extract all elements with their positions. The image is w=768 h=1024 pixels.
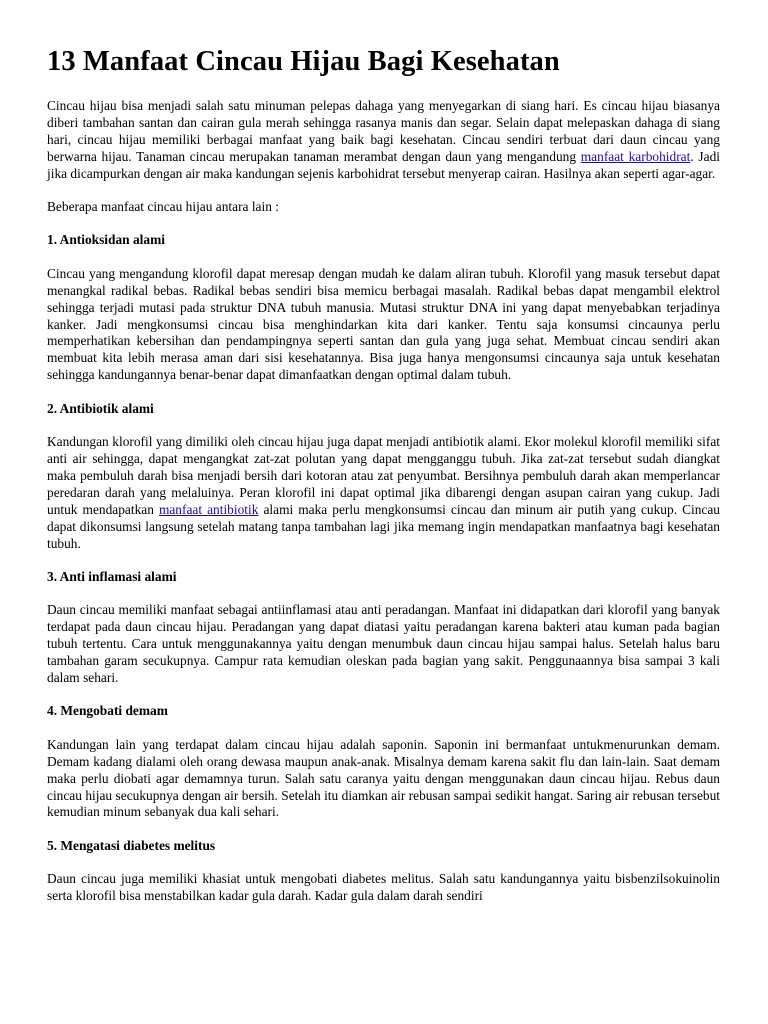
intro-text-before-link: Cincau hijau bisa menjadi salah satu minuman pelepas dahaga yang menyegarkan di siang hari. Es cincau hijau biasanya diberi tambahan santan dan cairan gula merah sehingga rasanya manis dan segar. Selain dapat melepaskan dahaga di siang hari, cincau hijau memiliki berbagai manfaat yang baik bagi kesehatan. Cincau sendiri terbuat dari daun cincau yang berwarna hijau. Tanaman cincau merupakan tanaman merambat dengan daun yang mengandung [47, 98, 720, 164]
section-heading-diabetes: 5. Mengatasi diabetes melitus [47, 837, 216, 853]
lead-in-paragraph: Beberapa manfaat cincau hijau antara lain : [47, 199, 279, 215]
antibiotik-text-after-link: alami maka perlu mengkonsumsi cincau dan minum air putih yang cukup. Cincau dapat dikonsumsi langsung setelah matang tanpa tambahan lagi jika memang ingin mendapatkan manfaatnya bagi kesehatan tubuh. [47, 501, 721, 551]
carbohydrate-benefit-link[interactable]: manfaat karbohidrat [580, 148, 691, 164]
section-body-anti-inflamasi: Daun cincau memiliki manfaat sebagai antiinflamasi atau anti peradangan. Manfaat ini didapatkan dari klorofil yang banyak terdapat pada daun cincau hijau. Peradangan yang dapat diatasi yaitu peradangan karena bakteri atau kuman pada bagian tubuh tertentu. Cara untuk menggunakannya yaitu dengan menumbuk daun cincau hijau sampai halus. Setelah halus baru tambahan garam secukupnya. Campur rata kemudian oleskan pada bagian yang sakit. Penggunaannya bisa sampai 3 kali dalam sehari. [47, 602, 720, 685]
intro-text-after-link: . Jadi jika dicampurkan dengan air maka kandungan sejenis karbohidrat tersebut menyerap cairan. Hasilnya akan seperti agar-agar. [47, 148, 720, 181]
section-body-diabetes: Daun cincau juga memiliki khasiat untuk mengobati diabetes melitus. Salah satu kandungannya yaitu bisbenzilsokuinolin serta klorofil bisa menstabilkan kadar gula darah. Kadar gula dalam darah sendiri [47, 871, 720, 904]
section-body-demam: Kandungan lain yang terdapat dalam cincau hijau adalah saponin. Saponin ini bermanfaat untukmenurunkan demam. Demam kadang dialami oleh orang dewasa maupun anak-anak. Misalnya demam karena sakit flu dan lain-lain. Saat demam maka perlu diobati agar demamnya turun. Salah satu caranya yaitu dengan menggunakan daun cincau hijau. Rebus daun cincau hijau secukupnya dengan air bersih. Setelah itu diamkan air rebusan sampai sedikit hangat. Saring air rebusan tersebut kemudian minum sebanyak dua kali sehari. [47, 736, 720, 820]
page-title: 13 Manfaat Cincau Hijau Bagi Kesehatan [47, 46, 560, 77]
antibiotik-text-before-link: Kandungan klorofil yang dimiliki oleh cincau hijau juga dapat menjadi antibiotik alami. Ekor molekul klorofil memiliki sifat anti air sehingga, dapat mengangkat zat-zat polutan yang dapat mengganggu tubuh. Jika zat-zat tersebut sudah diangkat maka pembuluh darah bisa menjadi bersih dari kotoran atau zat penyumbat. Bersihnya pembuluh darah akan memperlancar peredaran darah yang melaluinya. Peran klorofil ini dapat optimal jika dibarengi dengan asupan cairan yang cukup. Jadi untuk mendapatkan [47, 434, 720, 517]
intro-paragraph [47, 98, 720, 183]
section-heading-demam: 4. Mengobati demam [47, 703, 168, 719]
section-heading-antioksidan: 1. Antioksidan alami [47, 232, 165, 248]
section-heading-antibiotik: 2. Antibiotik alami [47, 400, 154, 416]
section-body-antibiotik [47, 434, 720, 552]
section-body-antioksidan: Cincau yang mengandung klorofil dapat meresap dengan mudah ke dalam aliran tubuh. Klorofil yang masuk tersebut dapat menangkal radikal bebas. Radikal bebas sendiri bisa memicu berbagai masalah. Radikal bebas dapat mengambil elektrol sehingga terjadi mutasi pada struktur DNA tubuh manusia. Mutasi struktur DNA ini yang dapat menyebabkan terjadinya kanker. Jadi mengkonsumsi cincau bisa menghindarkan kita dari kanker. Tentu saja konsumsi cincaunya perlu memperhatikan kebersihan dan pendampingnya seperti santan dan gula yang juga sehat. Membuat cincau sendiri akan membuat kita lebih merasa aman dari sisi kesehatannya. Bisa juga hanya mengonsumsi cincaunya saja untuk kesehatan sehingga kandungannya benar-benar dapat dimanfaatkan dengan optimal dalam tubuh. [47, 265, 720, 383]
section-heading-anti-inflamasi: 3. Anti inflamasi alami [47, 568, 177, 584]
antibiotic-benefit-link[interactable]: manfaat antibiotik [158, 501, 259, 517]
